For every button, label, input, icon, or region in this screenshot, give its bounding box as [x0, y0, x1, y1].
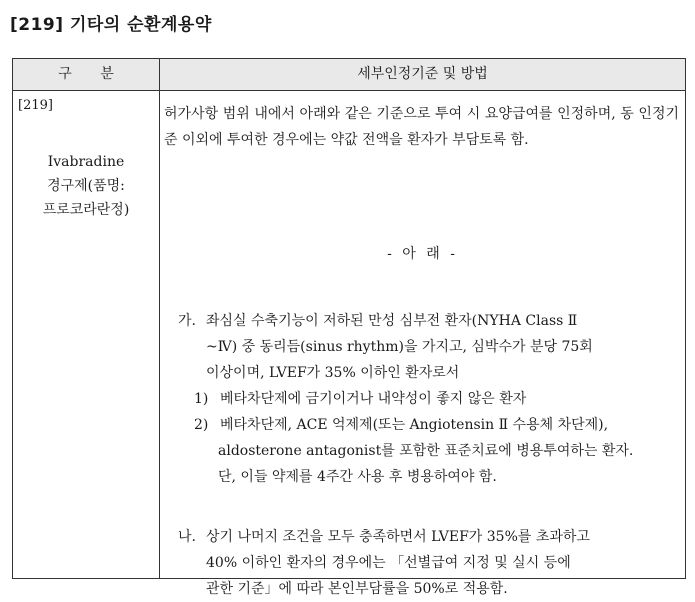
table-header — [13, 59, 685, 91]
sub-item-text: aldosterone antagonist를 포함한 표준치료에 병용투여하는 환자. — [218, 443, 634, 459]
intro-paragraph: 허가사항 범위 내에서 아래와 같은 기준으로 투여 시 요양급여를 인정하며, 동 인정기준 이외에 투여한 경우에는 약값 전액을 환자가 부담토록 함. — [164, 106, 679, 148]
sub-item-text: 베타차단제, ACE 억제제(또는 Angiotensin Ⅱ 수용체 차단제), — [220, 417, 609, 433]
criterion-text: 이상이며, LVEF가 35% 이하인 환자로서 — [206, 365, 460, 381]
sub-item-text: 베타차단제에 금기이거나 내약성이 좋지 않은 환자 — [220, 391, 527, 407]
criterion-text: 상기 나머지 조건을 모두 충족하면서 LVEF가 35%를 초과하고 — [206, 529, 590, 545]
drug-line: 프로코라란정) — [42, 202, 130, 218]
criterion-ga — [178, 308, 678, 490]
sub-item-number: 2) — [194, 417, 209, 433]
criterion-marker: 가. — [178, 313, 196, 329]
category-code: [219] — [18, 98, 53, 113]
sub-item-text: 단, 이들 약제를 4주간 사용 후 병용하여야 함. — [218, 469, 497, 485]
criterion-text: 40% 이하인 환자의 경우에는 「선별급여 지정 및 실시 등에 — [206, 555, 571, 571]
sub-item-number: 1) — [194, 391, 209, 407]
column-divider — [159, 59, 160, 578]
criterion-text: 관한 기준」에 따라 본인부담률을 50%로 적용함. — [206, 581, 508, 597]
drug-line: Ivabradine — [47, 154, 125, 170]
drug-name — [13, 150, 159, 222]
criterion-na — [178, 524, 678, 602]
header-category: 구 분 — [58, 66, 126, 82]
criteria-table — [12, 58, 686, 597]
drug-line: 경구제(품명: — [47, 178, 125, 194]
page-title: [219] 기타의 순환계용약 — [10, 15, 212, 35]
criterion-text: ~Ⅳ) 중 동리듬(sinus rhythm)을 가지고, 심박수가 분당 75회 — [206, 339, 593, 355]
header-criteria: 세부인정기준 및 방법 — [357, 66, 488, 82]
section-divider-label: - 아 래 - — [387, 246, 458, 262]
criterion-marker: 나. — [178, 529, 196, 545]
criterion-text: 좌심실 수축기능이 저하된 만성 심부전 환자(NYHA Class Ⅱ — [206, 313, 578, 329]
